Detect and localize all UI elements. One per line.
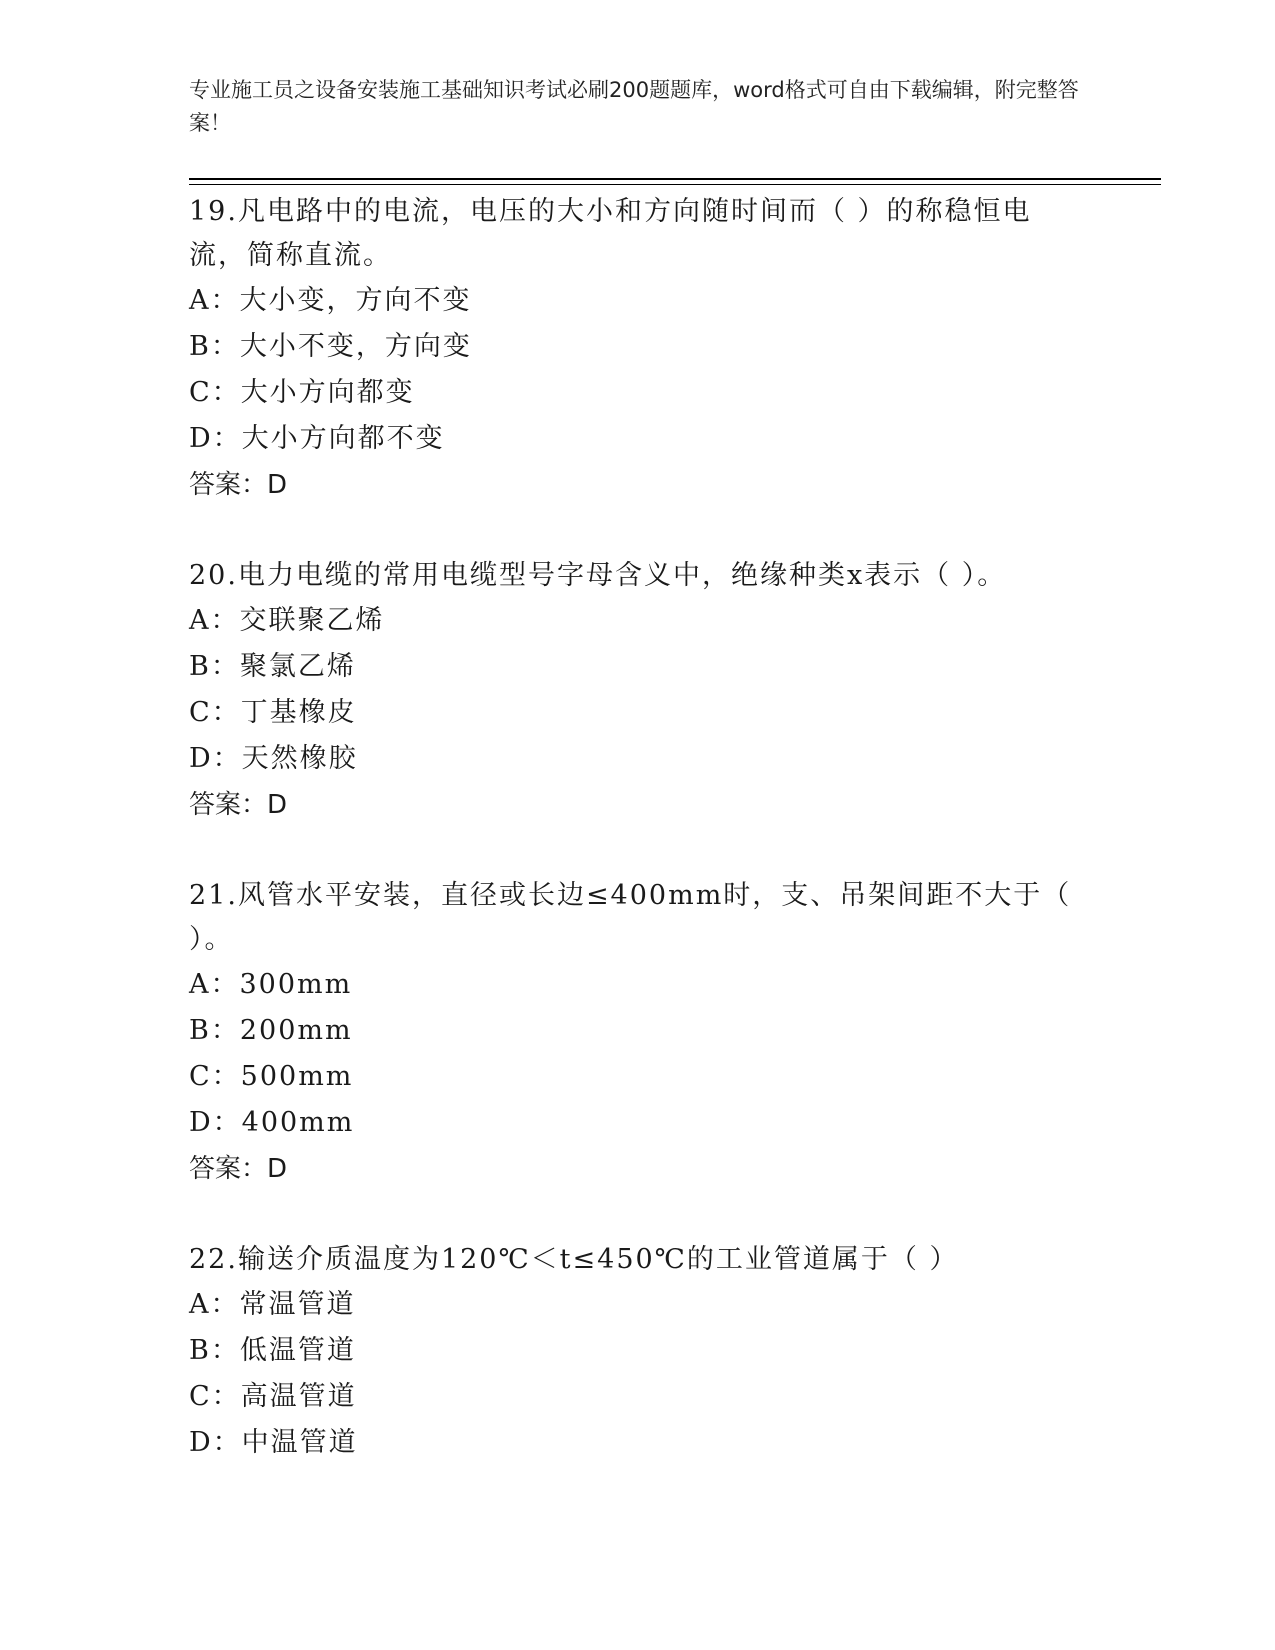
option-d: D：大小方向都不变 (189, 423, 445, 454)
option-d: D：400mm (189, 1107, 355, 1138)
option-c: C：高温管道 (189, 1381, 357, 1412)
option-c: C：大小方向都变 (189, 377, 415, 408)
document-header: 专业施工员之设备安装施工基础知识考试必刷200题题库，word格式可自由下载编辑，附完整答案！ (189, 78, 1079, 135)
question-stem: 22.输送介质温度为120℃＜t≤450℃的工业管道属于（ ） (189, 1244, 959, 1275)
question-22 (189, 1238, 1089, 1466)
answer-line: 答案：D (189, 470, 288, 500)
question-19 (189, 190, 1089, 508)
option-a: A：大小变，方向不变 (189, 285, 472, 316)
option-d: D：中温管道 (189, 1427, 358, 1458)
answer-line: 答案：D (189, 1154, 288, 1184)
option-b: B：200mm (189, 1015, 353, 1046)
option-c: C：丁基橡皮 (189, 697, 357, 728)
question-21 (189, 874, 1089, 1192)
header-divider (189, 178, 1161, 180)
option-c: C：500mm (189, 1061, 354, 1092)
option-a: A：常温管道 (189, 1289, 356, 1320)
option-b: B：大小不变，方向变 (189, 331, 472, 362)
question-stem: 21.风管水平安装，直径或长边≤400mm时，支、吊架间距不大于（ ）。 (189, 880, 1072, 955)
answer-line: 答案：D (189, 790, 288, 820)
option-b: B：低温管道 (189, 1335, 356, 1366)
question-stem: 19.凡电路中的电流，电压的大小和方向随时间而（ ）的称稳恒电流，简称直流。 (189, 196, 1032, 271)
option-d: D：天然橡胶 (189, 743, 358, 774)
option-b: B：聚氯乙烯 (189, 651, 356, 682)
option-a: A：交联聚乙烯 (189, 605, 385, 636)
question-stem: 20.电力电缆的常用电缆型号字母含义中，绝缘种类x表示（ ）。 (189, 560, 1007, 591)
header-divider-thin (189, 184, 1161, 185)
option-a: A：300mm (189, 969, 353, 1000)
question-list (189, 190, 1089, 1512)
question-20 (189, 554, 1089, 828)
